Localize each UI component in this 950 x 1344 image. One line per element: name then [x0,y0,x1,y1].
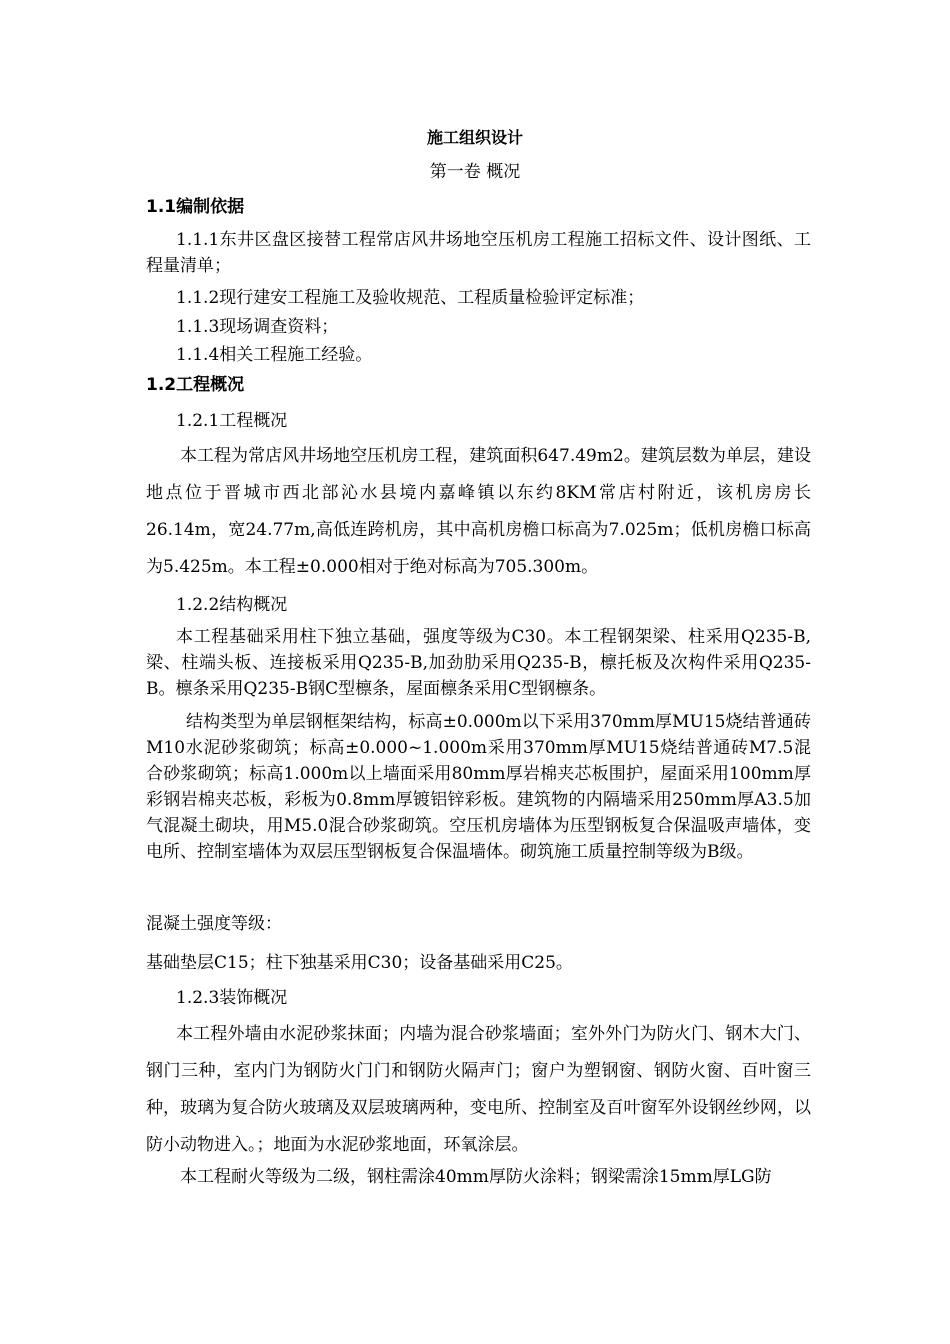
section-1-2-3-heading-wrap [146,985,811,1011]
section-1-1-items [146,227,811,279]
concrete-label: 混凝土强度等级： [146,914,282,934]
section-1-1-item-4-wrap [146,342,811,368]
paragraph: 本工程基础采用柱下独立基础，强度等级为C30。本工程钢架梁、柱采用Q235-B,梁、柱端头板、连接板采用Q235-B,加劲肋采用Q235-B，檩托板及次构件采用Q235-B。檩条采用Q235-B钢C型檩条，屋面檩条采用C型钢檩条。 [146,627,811,699]
list-item: 1.1.2现行建安工程施工及验收规范、工程质量检验评定标准； [176,288,645,308]
paragraph: 本工程为常店风井场地空压机房工程，建筑面积647.49m2。建筑层数为单层，建设地点位于晋城市西北部沁水县境内嘉峰镇以东约8KM常店村附近，该机房房长26.14m，宽24.77m,高低连跨机房，其中高机房檐口标高为7.025m；低机房檐口标高为5.425m。本工程±0.000相对于绝对标高为705.300m。 [146,446,811,577]
section-1-2-2-heading-wrap [146,592,811,618]
volume-title: 第一卷 概况 [429,162,521,182]
list-item: 1.1.1东井区盘区接替工程常店风井场地空压机房工程施工招标文件、设计图纸、工程量清单； [146,230,811,276]
concrete-values: 基础垫层C15；柱下独基采用C30；设备基础采用C25。 [146,953,573,973]
section-1-2-3-heading: 1.2.3装饰概况 [176,988,288,1008]
section-1-2 [146,372,811,398]
section-1-2-2-body [146,624,811,702]
paragraph: 结构类型为单层钢框架结构，标高±0.000m以下采用370mm厚MU15烧结普通砖M10水泥砂浆砌筑；标高±0.000~1.000m采用370mm厚MU15烧结普通砖M7.5混合砂浆砌筑；标高1.000m以上墙面采用80mm厚岩棉夹芯板围护，屋面采用100mm厚彩钢岩棉夹芯板，彩板为0.8mm厚镀铝锌彩板。建筑物的内隔墙采用250mm厚A3.5加气混凝土砌块，用M5.0混合砂浆砌筑。空压机房墙体为压型钢板复合保温吸声墙体，变电所、控制室墙体为双层压型钢板复合保温墙体。砌筑施工质量控制等级为B级。 [146,712,811,862]
section-1-1 [146,194,811,220]
section-1-2-3-body [146,1016,811,1164]
section-1-2-heading: 1.2工程概况 [146,375,245,395]
section-1-2-2-body-2 [146,709,811,865]
paragraph: 本工程耐火等级为二级，钢柱需涂40mm厚防火涂料；钢梁需涂15mm厚LG防 [180,1167,772,1187]
section-1-2-2-heading: 1.2.2结构概况 [176,595,288,615]
section-1-2-1-body [146,438,811,586]
section-1-1-item-2-wrap [146,285,811,311]
list-item: 1.1.4相关工程施工经验。 [176,345,373,365]
list-item: 1.1.3现场调查资料； [176,317,339,337]
section-1-2-1-heading: 1.2.1工程概况 [176,411,288,431]
section-1-1-item-3-wrap [146,314,811,340]
section-1-2-3-body-2 [146,1164,811,1190]
section-1-1-heading: 1.1编制依据 [146,197,245,217]
paragraph: 本工程外墙由水泥砂浆抹面；内墙为混合砂浆墙面；室外外门为防火门、钢木大门、钢门三种，室内门为钢防火门门和钢防火隔声门；窗户为塑钢窗、钢防火窗、百叶窗三种，玻璃为复合防火玻璃及双层玻璃两种，变电所、控制室及百叶窗军外设钢丝纱网，以防小动物进入。；地面为水泥砂浆地面，环氧涂层。 [146,1024,811,1155]
document-title: 施工组织设计 [426,128,523,147]
concrete-label-wrap [146,911,811,937]
concrete-values-wrap [146,950,811,976]
section-1-2-1-heading-wrap [146,408,811,434]
